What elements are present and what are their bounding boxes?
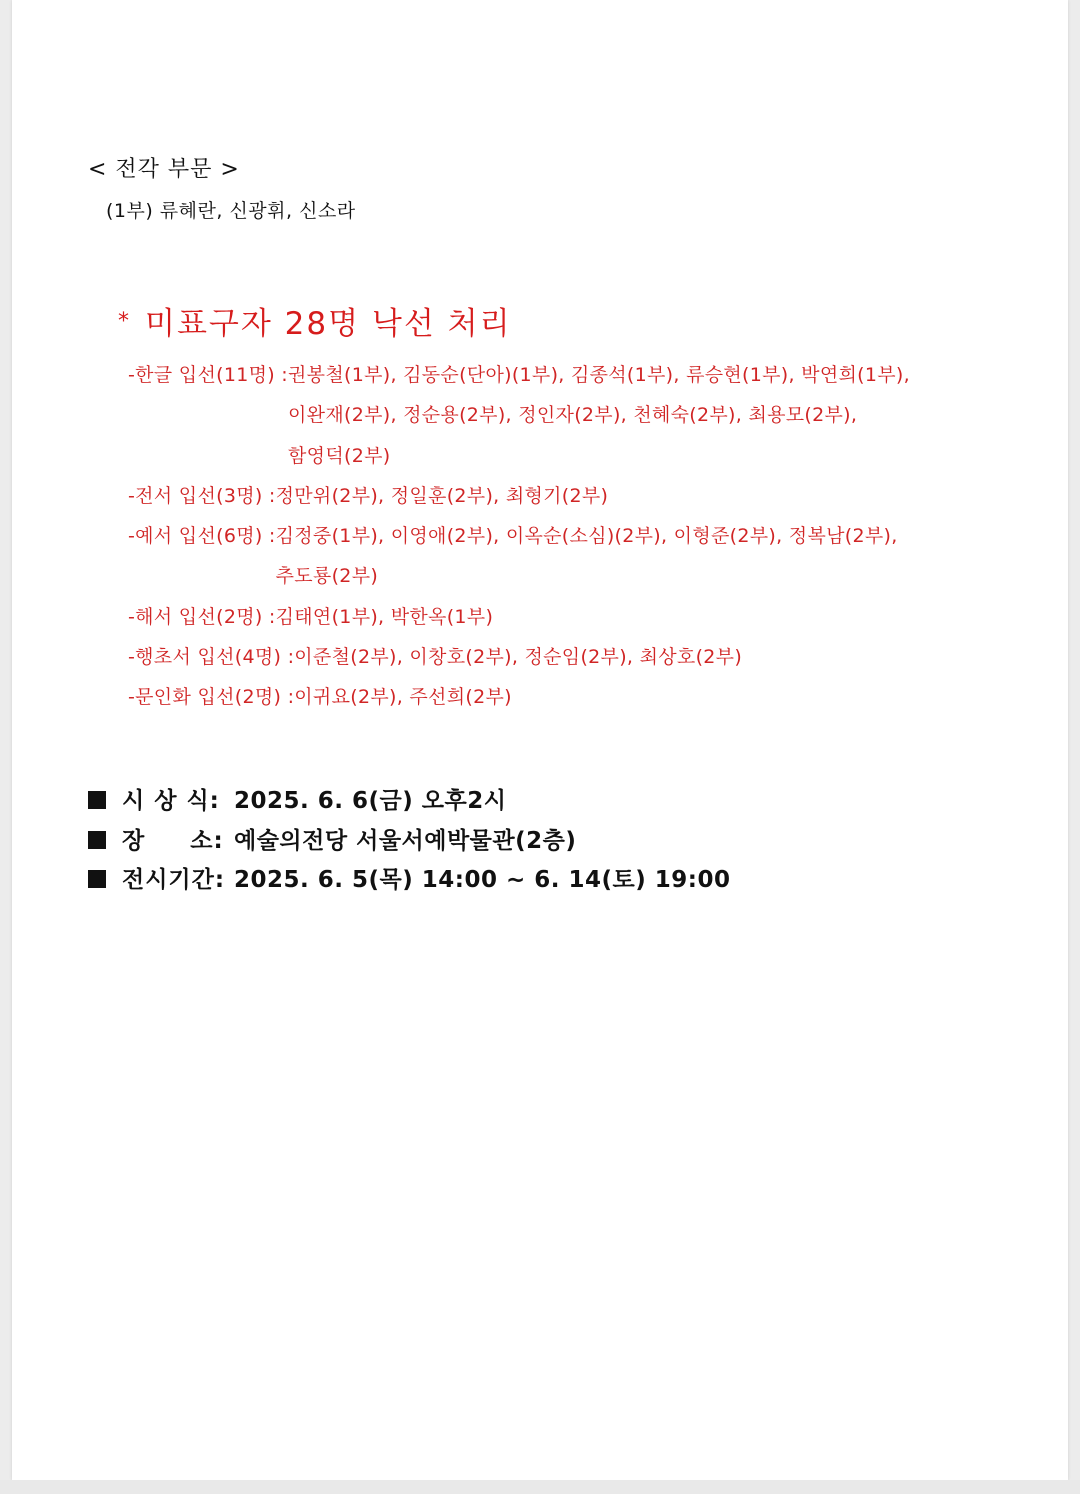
document-page [12,0,1068,1480]
info-value: 2025. 6. 5(목) 14:00 ~ 6. 14(토) 19:00 [234,867,731,893]
list-item [128,476,1028,516]
notice-heading-text: 미표구자 28명 낙선 처리 [145,306,512,342]
category-names: 이준철(2부), 이창호(2부), 정순임(2부), 최상호(2부) [294,646,743,669]
category-names: 김태연(1부), 박한옥(1부) [275,605,494,628]
category-names: 정만위(2부), 정일훈(2부), 최형기(2부) [275,484,609,507]
square-bullet-icon [88,831,106,849]
info-label: 시 상 식: [122,788,220,814]
category-label: -한글 입선(11명) : [128,364,289,386]
list-item [128,355,1028,476]
category-label: -문인화 입선(2명) : [128,686,295,709]
seal-engraving-winners: (1부) 류혜란, 신광휘, 신소라 [106,200,356,222]
list-item [128,637,1028,677]
info-label: 전시기간: [122,867,226,893]
square-bullet-icon [88,870,106,888]
section-title: < 전각 부문 > [88,157,240,182]
info-value: 2025. 6. 6(금) 오후2시 [234,788,507,814]
exhibition-period-row [88,861,730,901]
category-names: 김정중(1부), 이영애(2부), 이옥순(소심)(2부), 이형준(2부), 정복남(2부), 추도룡(2부) [275,525,898,588]
square-bullet-icon [88,791,106,809]
disqualification-notice [118,298,512,343]
category-names: 권봉철(1부), 김동순(단아)(1부), 김종석(1부), 류승현(1부), 박연희(1부), 이완재(2부), 정순용(2부), 정인자(2부), 천혜숙(2부), 최용모(2부), 함영덕(2부) [288,364,910,467]
venue-row [88,822,730,862]
info-value: 예술의전당 서울서예박물관(2층) [234,827,577,854]
asterisk-icon: * [118,309,131,334]
award-ceremony-row [88,782,730,822]
disqualified-list [128,355,1028,718]
list-item [128,677,1028,717]
category-label: -전서 입선(3명) : [128,484,276,507]
list-item [128,597,1028,637]
list-item [128,516,1028,597]
category-names: 이귀요(2부), 주선희(2부) [294,686,512,709]
category-label: -예서 입선(6명) : [128,525,276,548]
category-label: -해서 입선(2명) : [128,605,276,628]
page-bottom-edge [0,1480,1080,1494]
info-label: 장 소: [122,827,224,854]
event-info [88,782,730,901]
category-label: -행초서 입선(4명) : [128,646,295,669]
